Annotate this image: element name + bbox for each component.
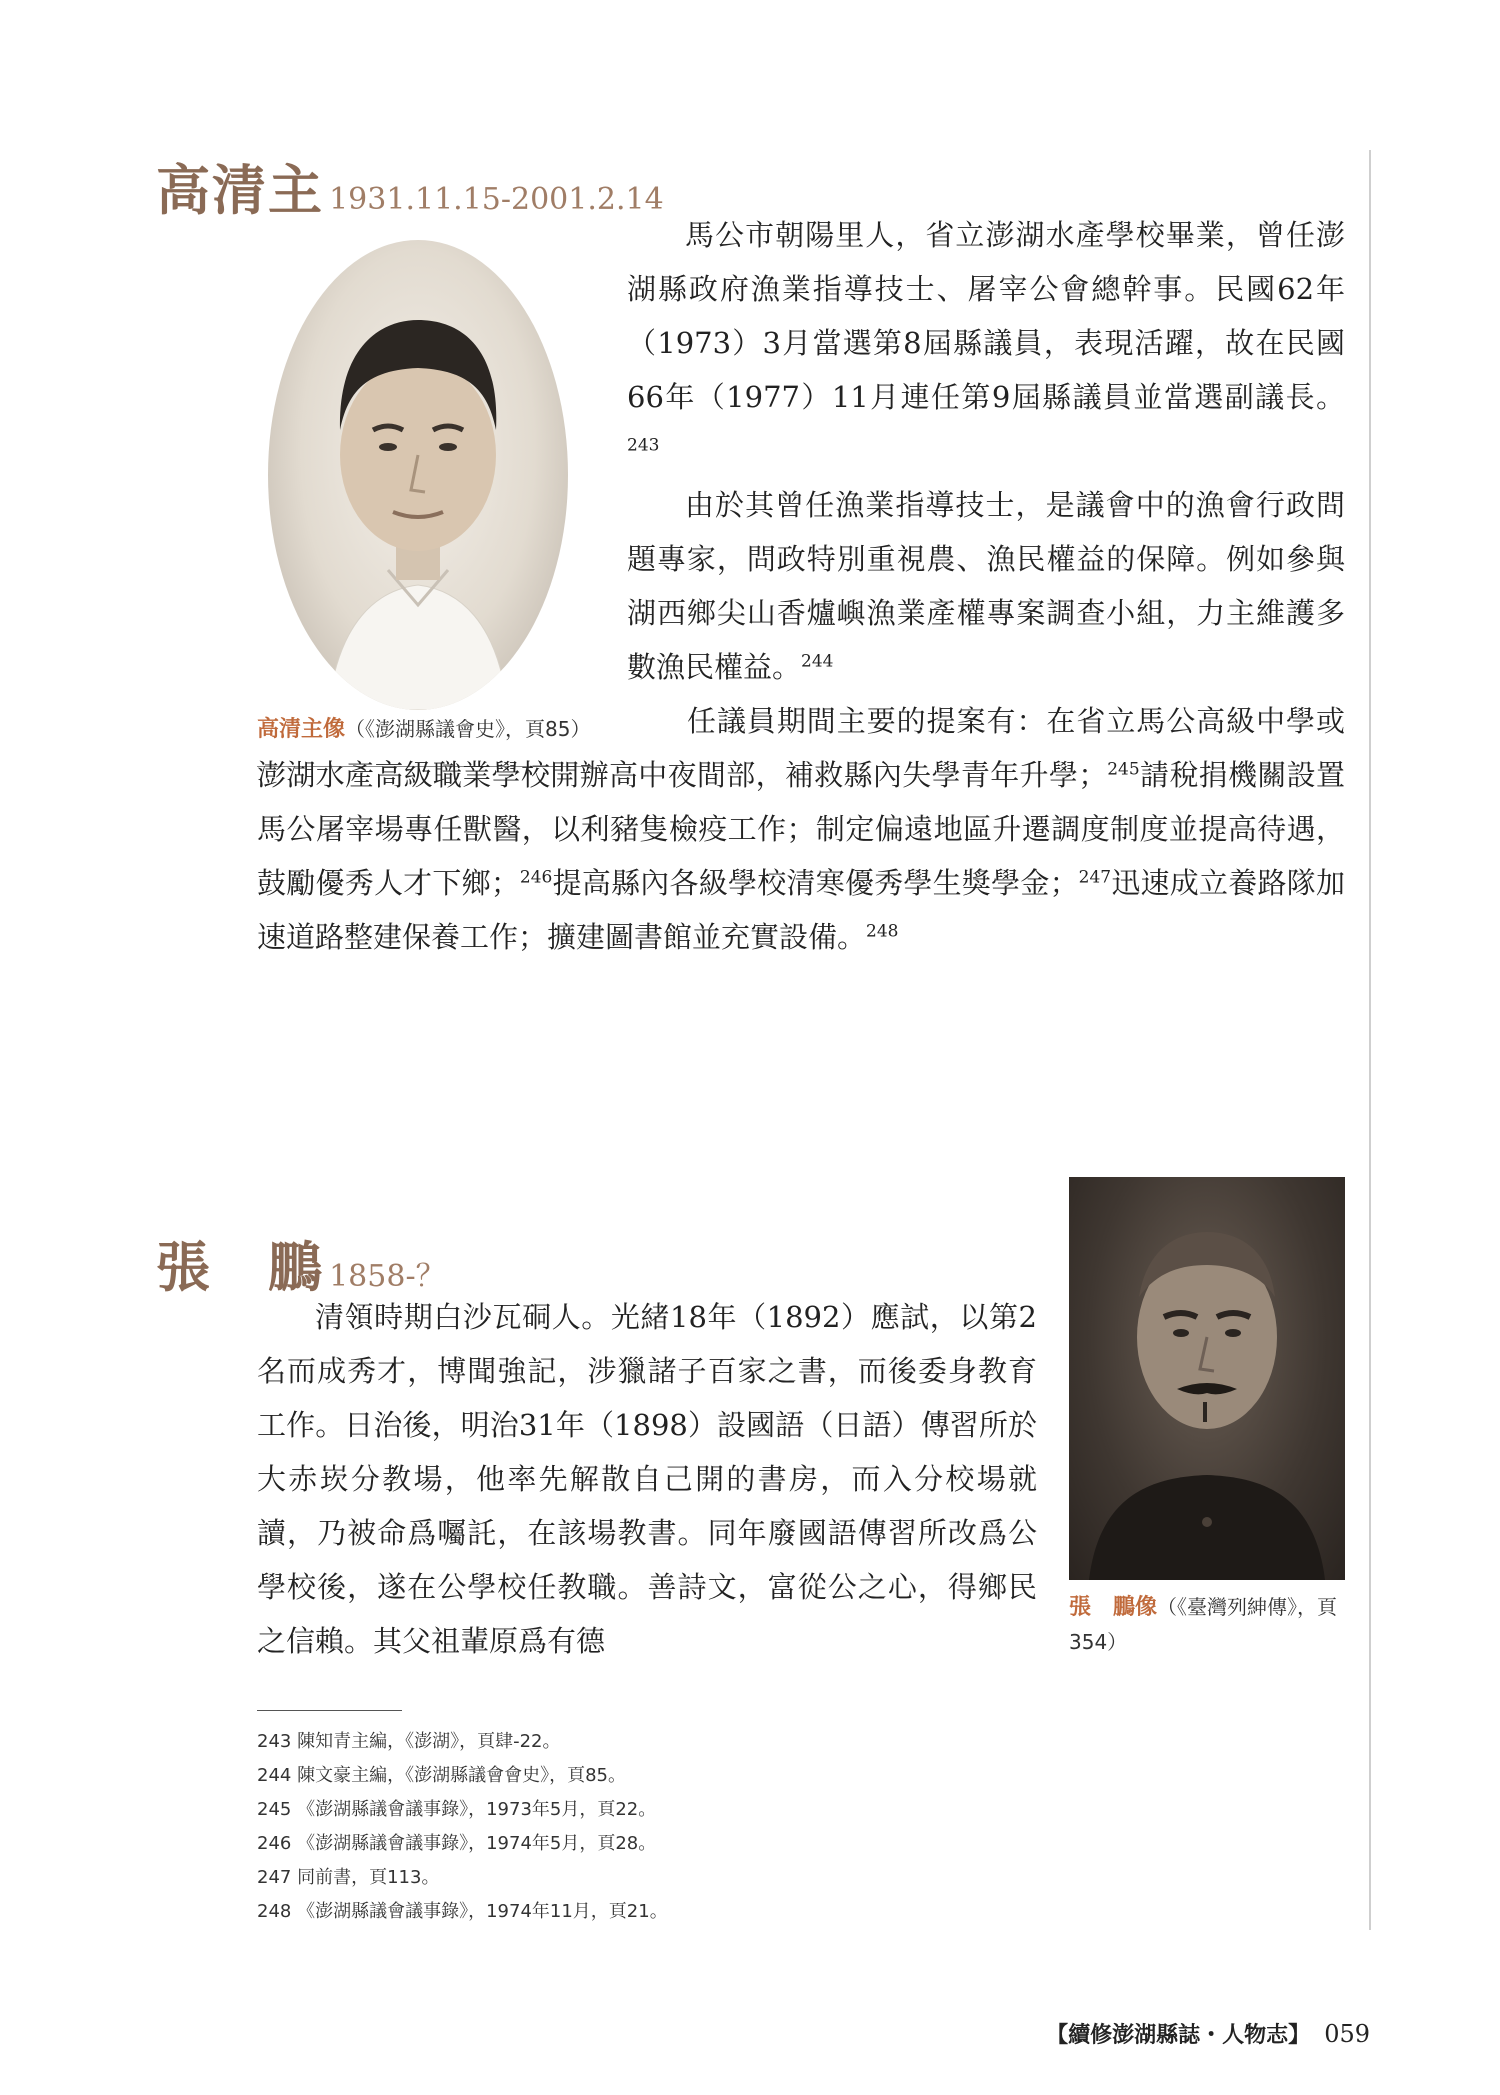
- footnote-number: 243: [257, 1731, 292, 1752]
- footnote-text: 《澎湖縣議會議事錄》，1974年5月，頁28。: [297, 1833, 657, 1854]
- footnote-text: 《澎湖縣議會議事錄》，1974年11月，頁21。: [297, 1901, 668, 1922]
- footnote-text: 《澎湖縣議會議事錄》，1973年5月，頁22。: [297, 1799, 657, 1820]
- footnote: [257, 1827, 1057, 1861]
- footnote-ref: 247: [1078, 867, 1112, 888]
- footnote-number: 247: [257, 1867, 292, 1888]
- footnote-text: 同前書，頁113。: [297, 1867, 440, 1888]
- paragraph-text: 提高縣內各級學校清寒優秀學生獎學金；: [552, 866, 1079, 900]
- footnote: [257, 1895, 1057, 1929]
- footnote-ref: 248: [866, 921, 899, 942]
- entry-heading: [156, 148, 664, 225]
- page-number: 059: [1324, 2020, 1370, 2048]
- footnote-number: 246: [257, 1833, 292, 1854]
- page-footer: [1046, 2018, 1370, 2049]
- footnote-ref: 245: [1107, 759, 1140, 780]
- footnote: [257, 1861, 1057, 1895]
- paragraph-text: 請稅捐機關設置馬公屠宰場專任獸醫，以利豬隻檢疫工作；制定偏遠地區升遷調度制度並提高待遇，鼓勵優秀人才下鄉；: [257, 758, 1345, 900]
- caption-source: （《澎湖縣議會史》，頁85）: [345, 717, 591, 741]
- paragraph: [257, 1290, 1037, 1668]
- caption-name: 高清主像: [257, 717, 346, 742]
- portrait-photo: [268, 240, 568, 710]
- person-name: 高清主: [156, 158, 324, 222]
- paragraph-text: 由於其曾任漁業指導技士，是議會中的漁會行政問題專家，問政特別重視農、漁民權益的保障。例如參與湖西鄉尖山香爐嶼漁業產權專案調查小組，力主維護多數漁民權益。: [627, 488, 1345, 684]
- caption-source: （《臺灣列紳傳》，頁354）: [1069, 1595, 1338, 1654]
- paragraph: [257, 694, 1345, 964]
- paragraph-text: 馬公市朝陽里人，省立澎湖水產學校畢業，曾任澎湖縣政府漁業指導技士、屠宰公會總幹事。民國62年（1973）3月當選第8屆縣議員，表現活躍，故在民國66年（1977）11月連任第9屆縣議員並當選副議長。: [627, 218, 1345, 414]
- person-dates: 1858-？: [329, 1259, 446, 1294]
- paragraph-text: 任議員期間主要的提案有：在省立馬公高級中學或澎湖水產高級職業學校開辦高中夜間部，補救縣內失學青年升學；: [257, 704, 1345, 792]
- footnotes: [257, 1725, 1057, 1929]
- footnote-number: 245: [257, 1799, 292, 1820]
- portrait-caption: [1069, 1590, 1349, 1659]
- footnote-ref: 243: [627, 435, 660, 456]
- footnote: [257, 1759, 1057, 1793]
- footnote: [257, 1793, 1057, 1827]
- entry-body: [257, 1290, 1037, 1668]
- caption-name: 張 鵬像: [1069, 1595, 1158, 1620]
- book-title: 【續修澎湖縣誌・人物志】: [1046, 2022, 1311, 2048]
- right-margin-rule: [1369, 150, 1371, 1930]
- footnote-number: 244: [257, 1765, 292, 1786]
- person-dates: 1931.11.15-2001.2.14: [329, 182, 664, 217]
- paragraph-text: 迅速成立養路隊加速道路整建保養工作；擴建圖書館並充實設備。: [257, 866, 1345, 954]
- footnote-number: 248: [257, 1901, 292, 1922]
- person-name: 張 鵬: [156, 1235, 324, 1299]
- entry-body-wide: [257, 694, 1345, 964]
- paragraph: [627, 478, 1345, 694]
- footnote-text: 陳知青主編，《澎湖》，頁肆-22。: [297, 1731, 561, 1752]
- entry-body: [627, 208, 1345, 694]
- portrait-photo: [1069, 1177, 1345, 1580]
- paragraph: [627, 208, 1345, 478]
- footnote-ref: 244: [801, 651, 834, 672]
- footnote: [257, 1725, 1057, 1759]
- footnote-text: 陳文豪主編，《澎湖縣議會會史》，頁85。: [297, 1765, 626, 1786]
- paragraph-text: 清領時期白沙瓦硐人。光緒18年（1892）應試，以第2名而成秀才，博聞強記，涉獵諸子百家之書，而後委身教育工作。日治後，明治31年（1898）設國語（日語）傳習所於大赤崁分教場，他率先解散自己開的書房，而入分校場就讀，乃被命爲囑託，在該場教書。同年廢國語傳習所改爲公學校後，遂在公學校任教職。善詩文，富從公之心，得鄉民之信賴。其父祖輩原爲有德: [257, 1300, 1037, 1658]
- footnote-ref: 246: [519, 867, 553, 888]
- footnote-rule: [257, 1710, 402, 1711]
